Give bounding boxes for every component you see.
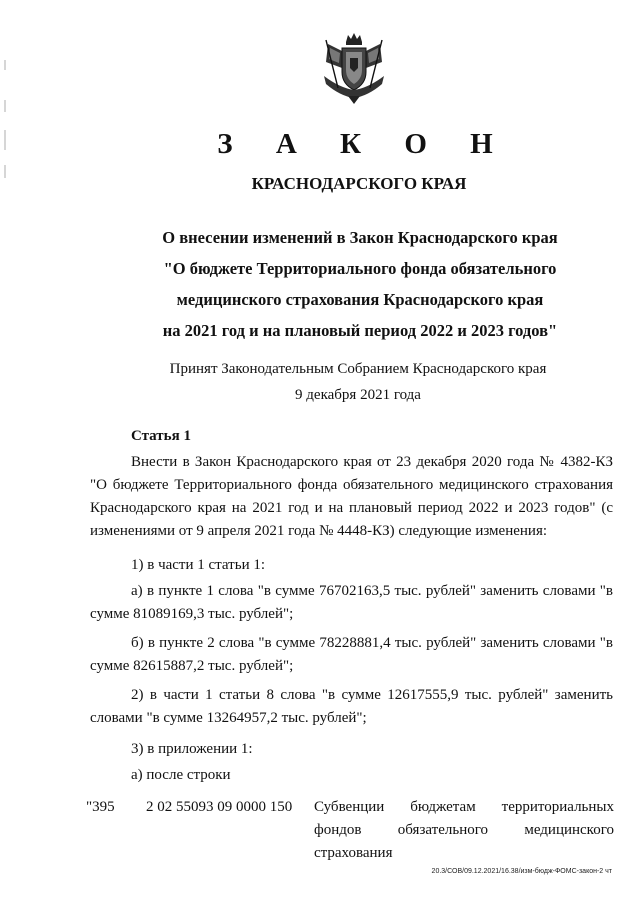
item-3a: а) после строки	[131, 767, 231, 783]
law-name-line: на 2021 год и на плановый период 2022 и 2023 годов"	[162, 321, 558, 340]
item-2: 2) в части 1 статьи 8 слова "в сумме 12617555,9 тыс. рублей" заменить словами "в сумме 13264957,2 тыс. рублей";	[90, 687, 613, 726]
law-name-line: О внесении изменений в Закон Краснодарского края	[162, 228, 558, 247]
adoption-info	[58, 356, 640, 408]
scan-margin-marks	[4, 60, 7, 180]
admin-code: "395	[86, 799, 115, 815]
law-name	[60, 222, 640, 346]
row-description: Субвенции бюджетам территориальных фондов обязательного медицинского страхования	[314, 799, 614, 861]
item-1: 1) в части 1 статьи 1:	[131, 557, 266, 573]
adoption-line: Принят Законодательным Собранием Краснодарского края	[169, 361, 547, 377]
coat-of-arms-icon	[320, 32, 388, 106]
article-title: Статья 1	[131, 428, 191, 444]
item-1a: а) в пункте 1 слова "в сумме 76702163,5 тыс. рублей" заменить словами "в сумме 81089169,3 тыс. рублей";	[90, 583, 613, 622]
law-title: З А К О Н	[217, 128, 511, 160]
budget-code: 2 02 55093 09 0000 150	[146, 799, 293, 815]
article-intro: Внести в Закон Краснодарского края от 23 декабря 2020 года № 4382-КЗ "О бюджете Территориального фонда обязательного медицинского страхования Краснодарского края на 2021 год и на плановый период 2022 и 2023 годов" (с изменениями от 9 апреля 2021 года № 4448-КЗ) следующие изменения:	[90, 454, 613, 539]
item-3: 3) в приложении 1:	[131, 741, 253, 757]
region-title: КРАСНОДАРСКОГО КРАЯ	[251, 174, 467, 193]
adoption-date: 9 декабря 2021 года	[295, 387, 421, 403]
law-name-line: медицинского страхования Краснодарского края	[176, 290, 544, 309]
item-1b: б) в пункте 2 слова "в сумме 78228881,4 тыс. рублей" заменить словами "в сумме 82615887,2 тыс. рублей";	[90, 635, 613, 674]
document-reference: 20.3/СОВ/09.12.2021/16.38/изм-бюдж-ФОМС-закон-2 чт	[431, 868, 612, 875]
law-name-line: "О бюджете Территориального фонда обязательного	[163, 259, 557, 278]
